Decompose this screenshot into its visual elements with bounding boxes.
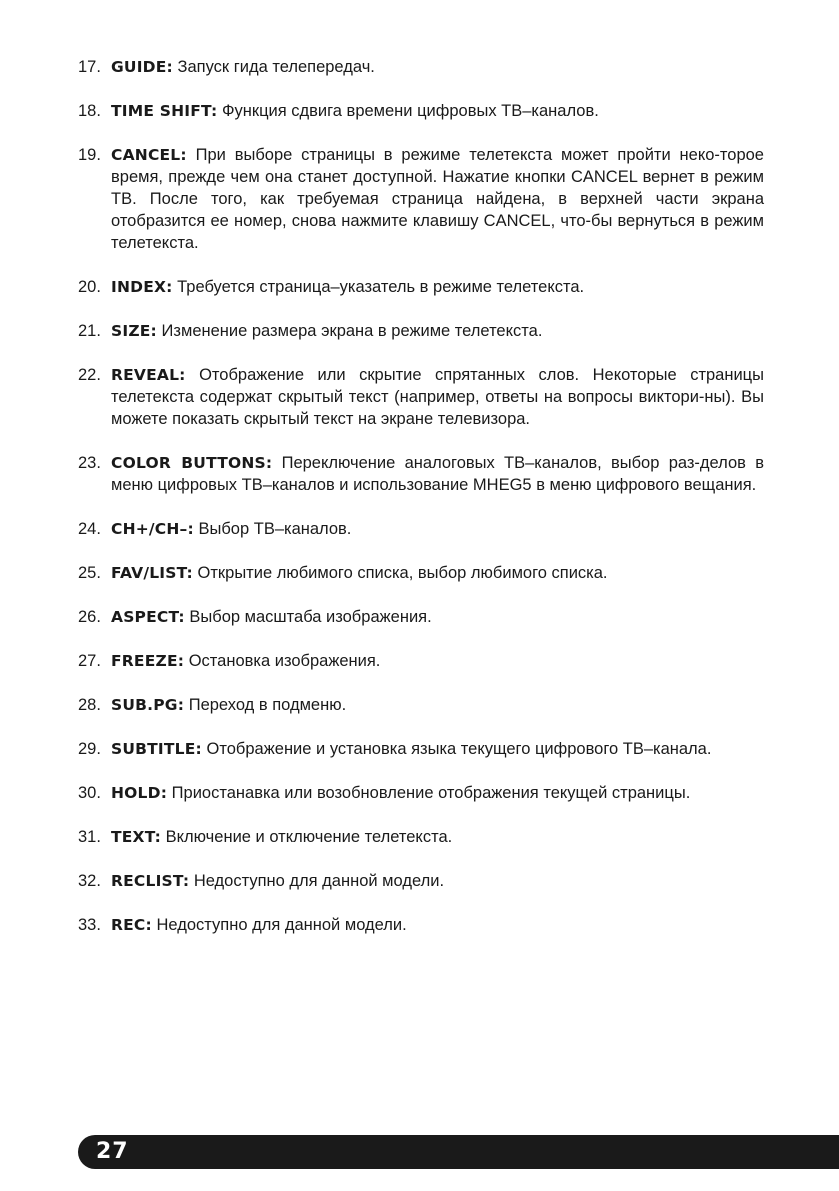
item-number: 18. (78, 102, 101, 120)
item-number: 22. (78, 366, 101, 384)
list-item-reclist (78, 870, 764, 892)
item-text: Включение и отключение телетекста. (161, 828, 453, 846)
item-text: Изменение размера экрана в режиме телетекста. (156, 322, 543, 340)
item-key: SUB.PG: (111, 696, 185, 714)
list-item-aspect (78, 606, 764, 628)
item-number: 17. (78, 58, 101, 76)
list-item-index (78, 276, 764, 298)
item-number: 26. (78, 608, 101, 626)
list-item-sub-pg (78, 694, 764, 716)
item-text: Приостанавка или возобновление отображения текущей страницы. (167, 784, 691, 802)
item-text: Выбор масштаба изображения. (184, 608, 432, 626)
item-text: Переключение аналоговых ТВ–каналов, выбор раз-делов в меню цифровых ТВ–каналов и использование MHEG5 в меню цифрового вещания. (111, 454, 764, 494)
item-number: 32. (78, 872, 101, 890)
list-item-freeze (78, 650, 764, 672)
list-item-cancel (78, 144, 764, 254)
item-number: 24. (78, 520, 101, 538)
list-item-fav-list (78, 562, 764, 584)
item-number: 33. (78, 916, 101, 934)
item-text: Открытие любимого списка, выбор любимого списка. (192, 564, 608, 582)
list-item-size (78, 320, 764, 342)
list-item-guide (78, 56, 764, 78)
item-number: 25. (78, 564, 101, 582)
instructions-list (78, 56, 764, 958)
item-key: REVEAL: (111, 366, 186, 384)
item-text: Отображение или скрытие спрятанных слов. Некоторые страницы телетекста содержат скрытый текст (например, ответы на вопросы виктори-ны). Вы можете показать скрытый текст на экране телевизора. (111, 366, 764, 428)
item-key: REC: (111, 916, 152, 934)
item-number: 29. (78, 740, 101, 758)
item-text: При выборе страницы в режиме телетекста может пройти неко-торое время, прежде чем она станет доступной. Нажатие кнопки CANCEL вернет в режим ТВ. После того, как требуемая страница найдена, в верхней части экрана отобразится ее номер, снова нажмите клавишу CANCEL, что-бы вернуться в режим телетекста. (111, 146, 764, 252)
item-key: SIZE: (111, 322, 157, 340)
list-item-reveal (78, 364, 764, 430)
item-number: 23. (78, 454, 101, 472)
item-number: 31. (78, 828, 101, 846)
item-number: 28. (78, 696, 101, 714)
item-number: 19. (78, 146, 101, 164)
item-number: 20. (78, 278, 101, 296)
page-number: 27 (96, 1139, 129, 1164)
item-text: Недоступно для данной модели. (151, 916, 407, 934)
list-item-subtitle (78, 738, 764, 760)
item-text: Функция сдвига времени цифровых ТВ–каналов. (217, 102, 599, 120)
list-item-ch (78, 518, 764, 540)
item-text: Запуск гида телепередач. (172, 58, 375, 76)
item-key: COLOR BUTTONS: (111, 454, 273, 472)
list-item-text (78, 826, 764, 848)
item-number: 27. (78, 652, 101, 670)
item-key: RECLIST: (111, 872, 190, 890)
item-key: CH+/CH–: (111, 520, 194, 538)
list-item-color-buttons (78, 452, 764, 496)
item-text: Переход в подменю. (184, 696, 347, 714)
item-key: INDEX: (111, 278, 173, 296)
item-number: 30. (78, 784, 101, 802)
item-key: GUIDE: (111, 58, 173, 76)
item-key: CANCEL: (111, 146, 187, 164)
item-text: Отображение и установка языка текущего цифрового ТВ–канала. (201, 740, 712, 758)
item-key: SUBTITLE: (111, 740, 202, 758)
item-key: HOLD: (111, 784, 168, 802)
item-number: 21. (78, 322, 101, 340)
item-text: Остановка изображения. (184, 652, 381, 670)
item-text: Недоступно для данной модели. (189, 872, 445, 890)
list-item-time-shift (78, 100, 764, 122)
list-item-rec (78, 914, 764, 936)
footer-bar (78, 1135, 839, 1169)
item-key: TIME SHIFT: (111, 102, 218, 120)
item-text: Выбор ТВ–каналов. (193, 520, 352, 538)
item-key: FAV/LIST: (111, 564, 193, 582)
list-item-hold (78, 782, 764, 804)
item-text: Требуется страница–указатель в режиме телетекста. (172, 278, 585, 296)
item-key: ASPECT: (111, 608, 185, 626)
item-key: FREEZE: (111, 652, 185, 670)
item-key: TEXT: (111, 828, 162, 846)
